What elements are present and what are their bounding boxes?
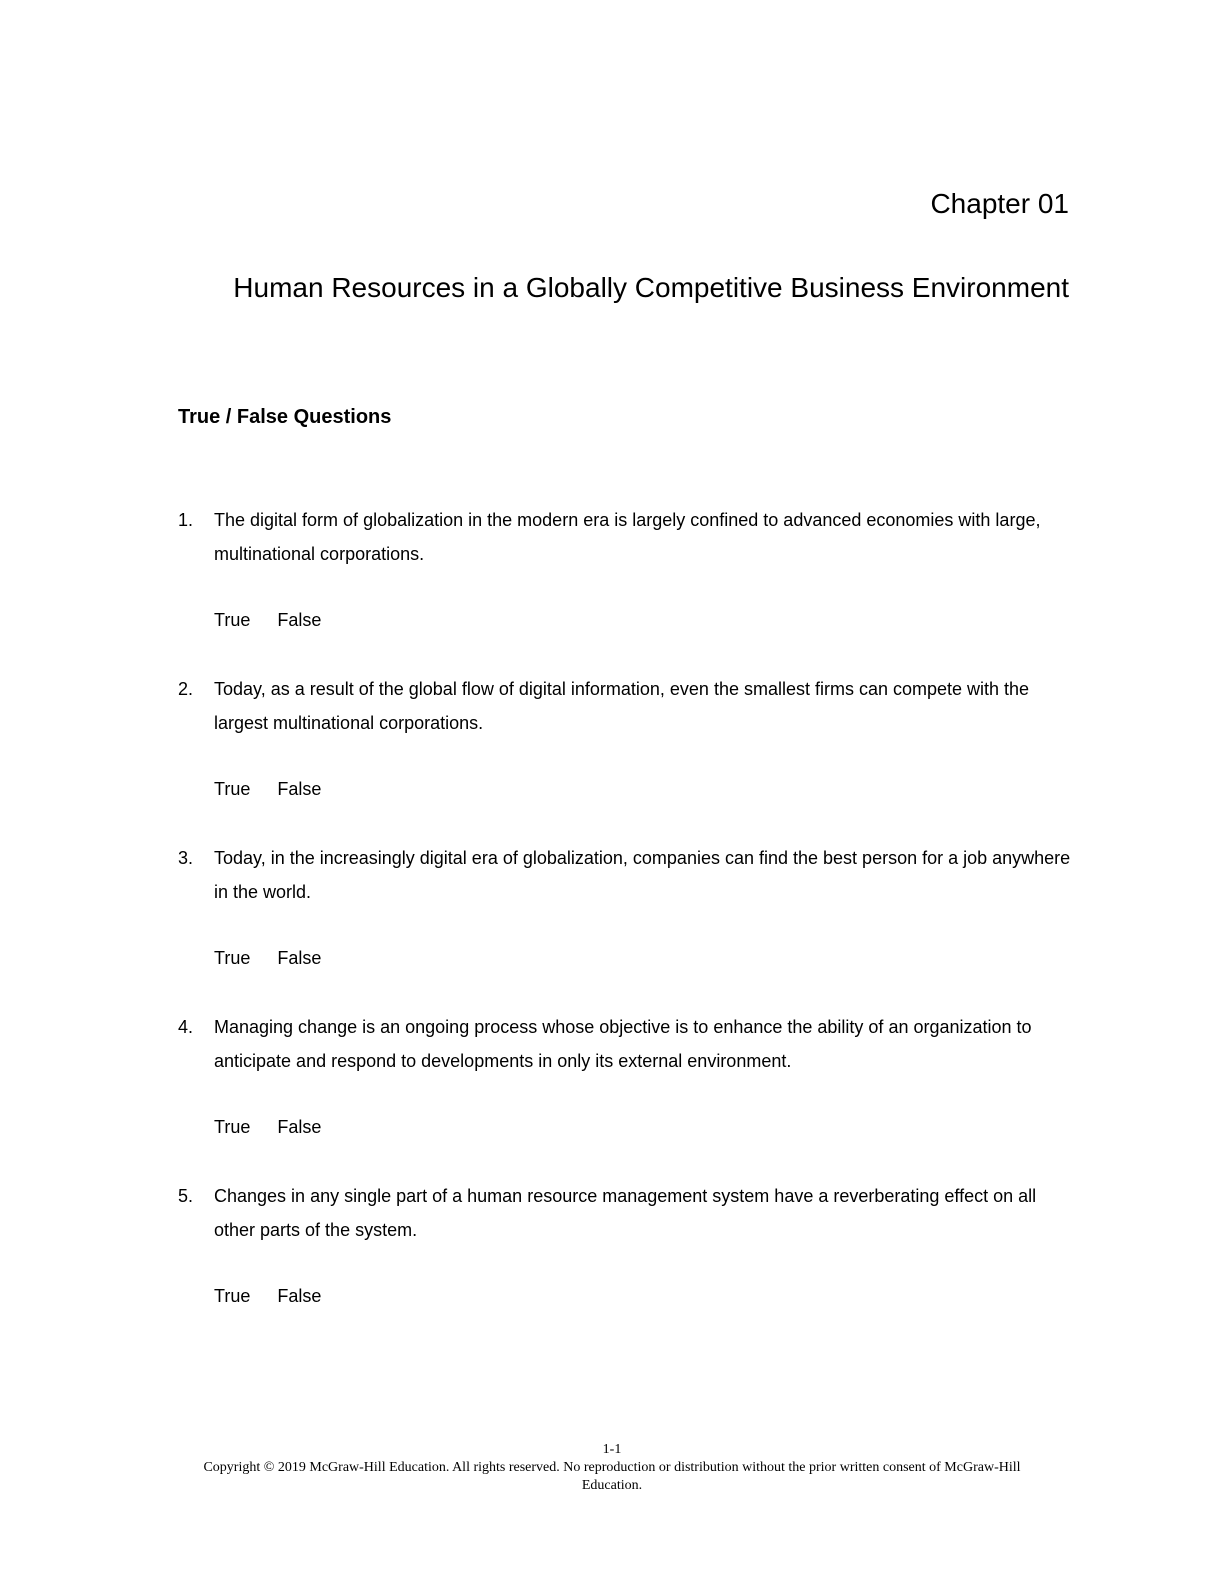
question-item <box>178 1010 1078 1179</box>
question-item <box>178 1179 1078 1348</box>
page-footer <box>0 1441 1224 1495</box>
question-item <box>178 672 1078 841</box>
question-number: 2. <box>178 679 194 699</box>
copyright-notice: Copyright © 2019 McGraw-Hill Education. All rights reserved. No reproduction or distribution without the prior written consent of McGraw-Hill Education. <box>203 1460 1021 1493</box>
true-false-options <box>214 1113 321 1141</box>
true-option[interactable]: True <box>214 779 251 799</box>
true-option[interactable]: True <box>214 610 251 630</box>
true-option[interactable]: True <box>214 1286 251 1306</box>
chapter-label: Chapter 01 <box>930 188 1069 219</box>
true-option[interactable]: True <box>214 1117 251 1137</box>
false-option[interactable]: False <box>277 1286 322 1306</box>
false-option[interactable]: False <box>277 1117 322 1137</box>
true-false-options <box>214 775 321 803</box>
section-heading: True / False Questions <box>178 406 392 428</box>
question-number: 1. <box>178 510 194 530</box>
question-item <box>178 503 1078 672</box>
question-text: Changes in any single part of a human resource management system have a reverberating effect on all other parts of the system. <box>214 1186 1037 1240</box>
page-number: 1-1 <box>602 1442 622 1457</box>
chapter-title: Human Resources in a Globally Competitive Business Environment <box>233 272 1069 303</box>
question-text: Managing change is an ongoing process whose objective is to enhance the ability of an organization to anticipate and respond to developments in only its external environment. <box>214 1017 1032 1071</box>
true-false-options <box>214 944 321 972</box>
question-list <box>178 503 1078 1348</box>
question-text: Today, as a result of the global flow of digital information, even the smallest firms can compete with the largest multinational corporations. <box>214 679 1030 733</box>
question-item <box>178 841 1078 1010</box>
question-number: 3. <box>178 848 194 868</box>
false-option[interactable]: False <box>277 779 322 799</box>
question-text: Today, in the increasingly digital era of globalization, companies can find the best person for a job anywhere in the world. <box>214 848 1071 902</box>
false-option[interactable]: False <box>277 948 322 968</box>
question-number: 4. <box>178 1017 194 1037</box>
question-text: The digital form of globalization in the modern era is largely confined to advanced economies with large, multinational corporations. <box>214 510 1041 564</box>
true-false-options <box>214 606 321 634</box>
false-option[interactable]: False <box>277 610 322 630</box>
true-false-options <box>214 1282 321 1310</box>
true-option[interactable]: True <box>214 948 251 968</box>
question-number: 5. <box>178 1186 194 1206</box>
